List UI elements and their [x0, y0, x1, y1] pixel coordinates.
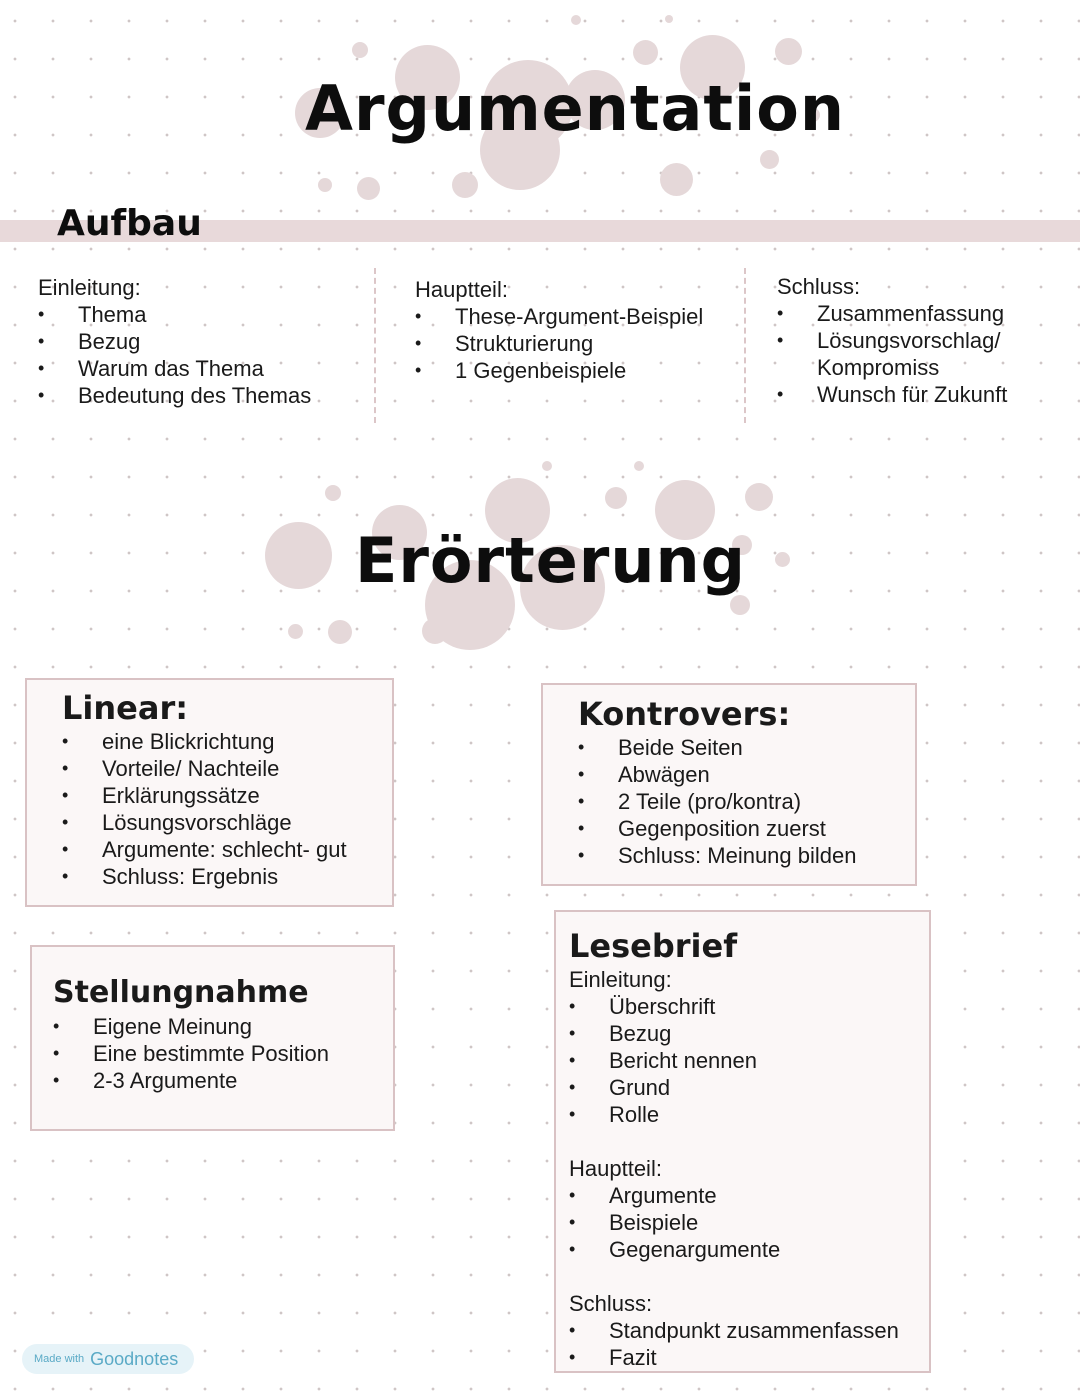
- linear-box: [25, 678, 394, 907]
- column-label: Hauptteil:: [415, 277, 508, 302]
- box-heading: Linear:: [62, 689, 189, 727]
- list-item: • Gegenposition zuerst: [578, 815, 915, 842]
- list-item: • Überschrift: [569, 993, 929, 1020]
- box-heading: Lesebrief: [569, 927, 738, 965]
- list-item: • 1 Gegenbeispiele: [415, 357, 740, 384]
- list-item: • Fazit: [569, 1344, 929, 1371]
- list-item: • Zusammenfassung: [777, 300, 1047, 327]
- list-item: • Bedeutung des Themas: [38, 382, 368, 409]
- kontrovers-box: [541, 683, 917, 886]
- list-item: • Lösungsvorschlag/ Kompromiss: [777, 327, 1047, 381]
- list-item: • Argumente: [569, 1182, 929, 1209]
- column-label: Einleitung:: [38, 275, 141, 300]
- list-item: • Bericht nennen: [569, 1047, 929, 1074]
- aufbau-hauptteil: [415, 276, 740, 384]
- box-heading: Stellungnahme: [53, 975, 309, 1010]
- list-item: • Erklärungssätze: [62, 782, 392, 809]
- list-item: • Beispiele: [569, 1209, 929, 1236]
- list-item: • Wunsch für Zukunft: [777, 381, 1047, 408]
- list-item: • Schluss: Ergebnis: [62, 863, 392, 890]
- list-item: • Thema: [38, 301, 368, 328]
- eroerterung-title: Erörterung: [355, 524, 747, 597]
- list-item: • These-Argument-Beispiel: [415, 303, 740, 330]
- list-item: • Strukturierung: [415, 330, 740, 357]
- list-item: • Gegenargumente: [569, 1236, 929, 1263]
- goodnotes-badge[interactable]: [22, 1344, 194, 1374]
- list-item: • Argumente: schlecht- gut: [62, 836, 392, 863]
- list-item: • Bezug: [569, 1020, 929, 1047]
- column-divider: [744, 268, 746, 423]
- list-item: • Rolle: [569, 1101, 929, 1128]
- page-title: Argumentation: [305, 72, 845, 145]
- list-item: • Vorteile/ Nachteile: [62, 755, 392, 782]
- lesebrief-box: [554, 910, 931, 1373]
- badge-prefix: Made with: [34, 1353, 85, 1365]
- box-heading: Kontrovers:: [578, 695, 791, 733]
- list-item: • 2-3 Argumente: [53, 1067, 393, 1094]
- list-item: • Beide Seiten: [578, 734, 915, 761]
- list-item: • 2 Teile (pro/kontra): [578, 788, 915, 815]
- section-label: Schluss:: [569, 1291, 653, 1316]
- list-item: • Warum das Thema: [38, 355, 368, 382]
- list-item: • eine Blickrichtung: [62, 728, 392, 755]
- list-item: • Abwägen: [578, 761, 915, 788]
- list-item: • Schluss: Meinung bilden: [578, 842, 915, 869]
- list-item: • Bezug: [38, 328, 368, 355]
- list-item: • Lösungsvorschläge: [62, 809, 392, 836]
- column-label: Schluss:: [777, 274, 861, 299]
- list-item: • Eigene Meinung: [53, 1013, 393, 1040]
- badge-brand: Goodnotes: [90, 1348, 179, 1369]
- column-divider: [374, 268, 376, 423]
- aufbau-einleitung: [38, 274, 368, 409]
- aufbau-heading: Aufbau: [57, 203, 202, 244]
- list-item: • Standpunkt zusammenfassen: [569, 1317, 929, 1344]
- section-label: Einleitung:: [569, 967, 672, 992]
- list-item: • Eine bestimmte Position: [53, 1040, 393, 1067]
- list-item: • Grund: [569, 1074, 929, 1101]
- section-label: Hauptteil:: [569, 1156, 662, 1181]
- aufbau-schluss: [777, 273, 1047, 408]
- stellungnahme-box: [30, 945, 395, 1131]
